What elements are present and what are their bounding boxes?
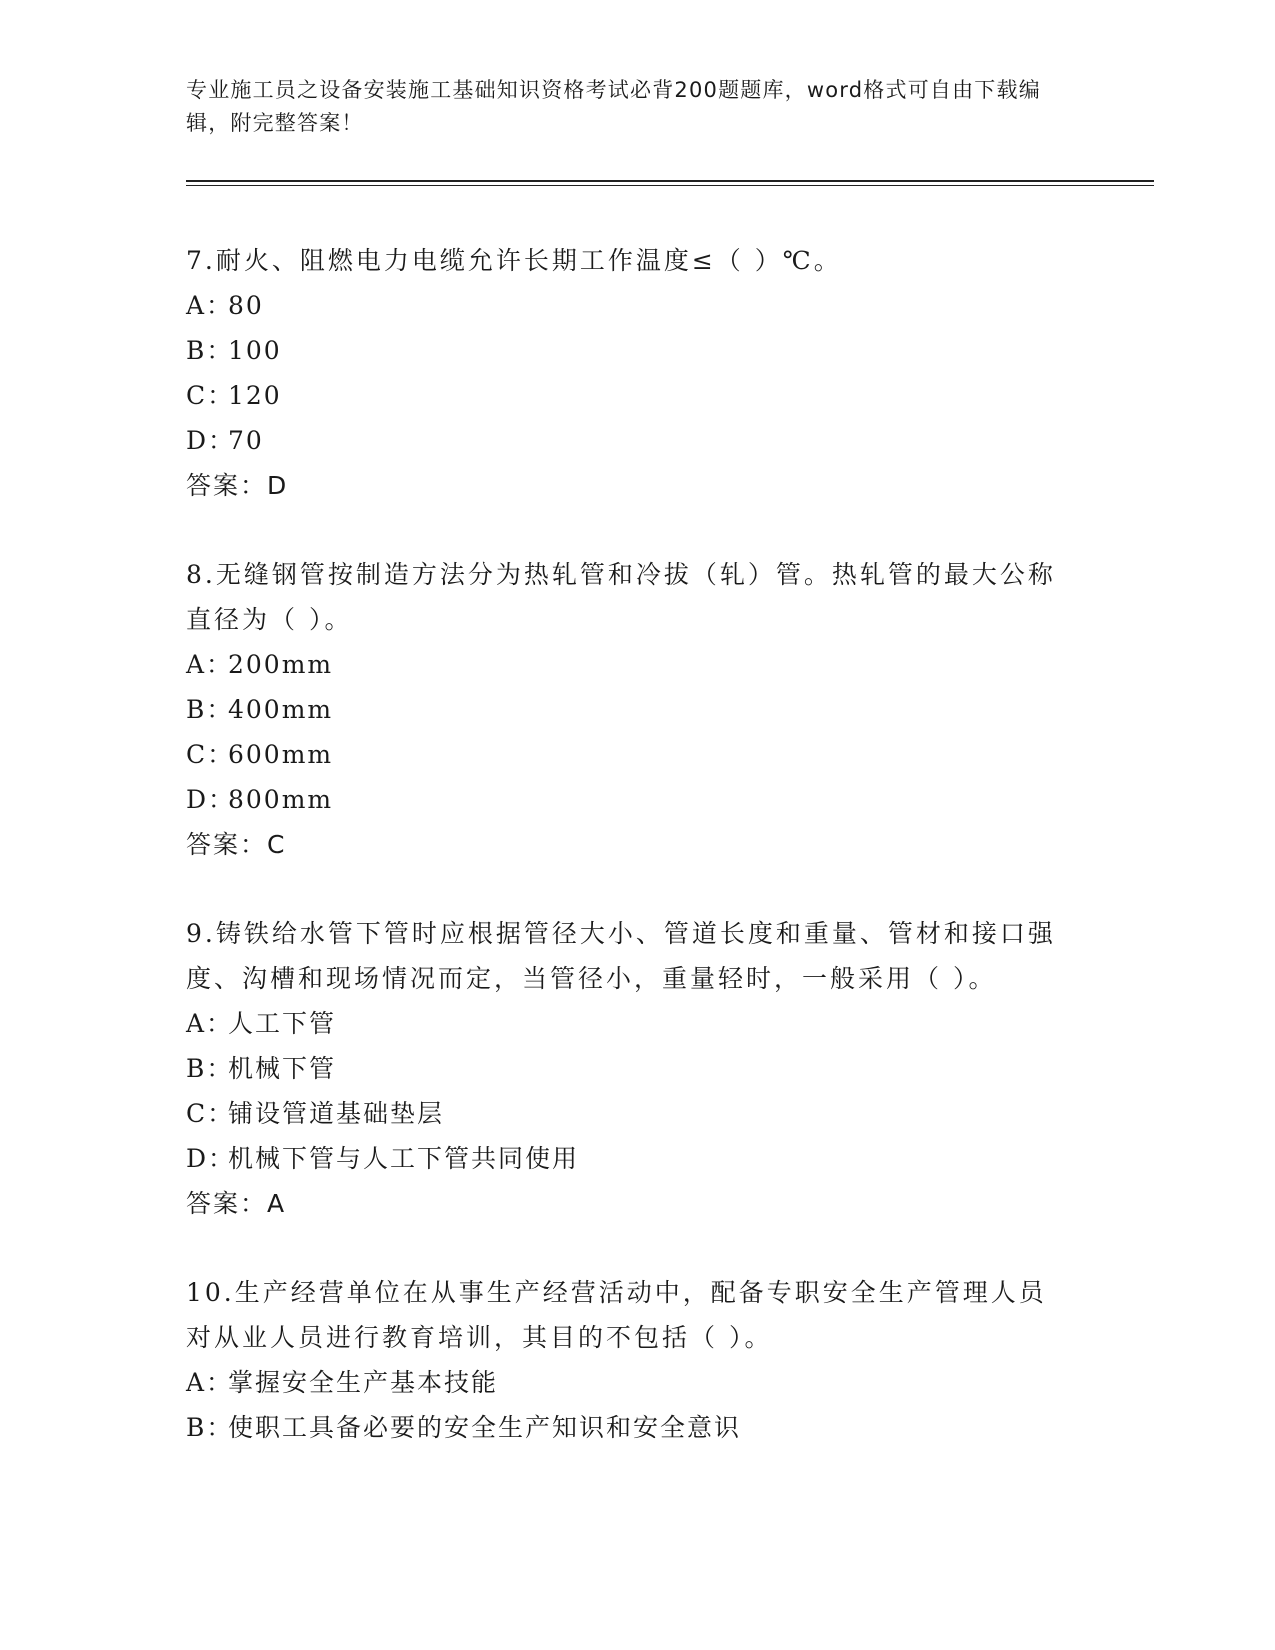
question-7 <box>186 238 1146 508</box>
option-text: 400mm <box>228 695 334 724</box>
option-key: D： <box>186 426 236 455</box>
option-d <box>186 1136 1146 1181</box>
question-list <box>186 238 1146 1450</box>
option-text: 机械下管与人工下管共同使用 <box>228 1144 580 1173</box>
option-text: 200mm <box>228 650 334 679</box>
answer-line <box>186 822 1146 867</box>
answer-value: C <box>267 830 287 859</box>
header-rule-thin <box>186 185 1154 186</box>
question-9 <box>186 911 1146 1226</box>
option-b <box>186 687 1146 732</box>
option-text: 80 <box>228 291 264 320</box>
option-b <box>186 328 1146 373</box>
option-text: 铺设管道基础垫层 <box>228 1099 445 1128</box>
option-d <box>186 777 1146 822</box>
option-text: 800mm <box>228 785 334 814</box>
answer-label: 答案： <box>186 830 268 859</box>
option-key: D： <box>186 1144 236 1173</box>
option-key: B： <box>186 336 234 365</box>
option-key: B： <box>186 695 234 724</box>
option-text: 机械下管 <box>228 1054 337 1083</box>
answer-line <box>186 463 1146 508</box>
option-text: 120 <box>228 381 282 410</box>
answer-line <box>186 1181 1146 1226</box>
header-rule-thick <box>186 180 1154 182</box>
option-a <box>186 283 1146 328</box>
option-text: 100 <box>228 336 282 365</box>
question-10 <box>186 1270 1146 1450</box>
question-8 <box>186 552 1146 867</box>
option-key: A： <box>186 1368 234 1397</box>
answer-value: D <box>267 471 289 500</box>
option-b <box>186 1046 1146 1091</box>
option-key: C： <box>186 1099 235 1128</box>
option-d <box>186 418 1146 463</box>
option-c <box>186 732 1146 777</box>
option-text: 掌握安全生产基本技能 <box>228 1368 499 1397</box>
option-a <box>186 1360 1146 1405</box>
option-key: A： <box>186 1009 234 1038</box>
answer-label: 答案： <box>186 471 268 500</box>
answer-label: 答案： <box>186 1189 268 1218</box>
option-key: B： <box>186 1413 234 1442</box>
option-key: D： <box>186 785 236 814</box>
option-c <box>186 373 1146 418</box>
option-key: A： <box>186 291 234 320</box>
document-page <box>186 0 1146 1494</box>
option-key: A： <box>186 650 234 679</box>
document-header: 专业施工员之设备安装施工基础知识资格考试必背200题题库，word格式可自由下载编辑，附完整答案！ <box>186 78 1041 135</box>
question-stem: 9.铸铁给水管下管时应根据管径大小、管道长度和重量、管材和接口强度、沟槽和现场情况而定，当管径小，重量轻时，一般采用（ ）。 <box>186 919 1056 993</box>
option-key: C： <box>186 381 235 410</box>
option-a <box>186 642 1146 687</box>
option-text: 使职工具备必要的安全生产知识和安全意识 <box>228 1413 742 1442</box>
option-b <box>186 1405 1146 1450</box>
option-key: C： <box>186 740 235 769</box>
option-key: B： <box>186 1054 234 1083</box>
option-text: 70 <box>228 426 264 455</box>
option-text: 600mm <box>228 740 334 769</box>
option-a <box>186 1001 1146 1046</box>
question-stem: 10.生产经营单位在从事生产经营活动中，配备专职安全生产管理人员对从业人员进行教育培训，其目的不包括（ ）。 <box>186 1278 1047 1352</box>
question-stem: 8.无缝钢管按制造方法分为热轧管和冷拔（轧）管。热轧管的最大公称直径为（ ）。 <box>186 560 1056 634</box>
option-c <box>186 1091 1146 1136</box>
option-text: 人工下管 <box>228 1009 337 1038</box>
question-stem: 7.耐火、阻燃电力电缆允许长期工作温度≤（ ）℃。 <box>186 246 842 275</box>
answer-value: A <box>267 1189 287 1218</box>
